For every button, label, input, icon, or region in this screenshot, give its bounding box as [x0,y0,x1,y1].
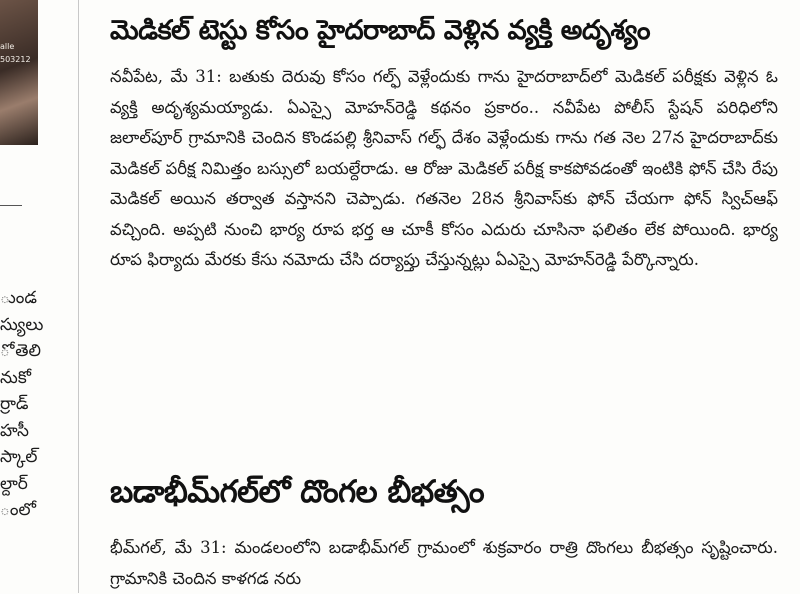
article-body [110,533,778,594]
article-paragraph: భీమ్‌గల్, మే 31: మండలంలోని బడాభీమ్‌గల్ గ్రామంలో శుక్రవారం రాత్రి దొంగలు బీభత్సం సృష్టించారు. గ్రామానికి చెందిన కాళగడ నరు [110,538,778,588]
fragment-line: నుకో [0,367,31,388]
fragment-line: స్యులు [0,314,44,335]
article-headline: మెడికల్ టెస్టు కోసం హైదరాబాద్ వెళ్లిన వ్యక్తి అదృశ్యం [110,15,651,46]
fragment-line: ర్రాడ్ [0,394,29,414]
fragment-line: ల్దార్ [0,473,28,494]
fragment-line: ంలో [0,500,36,520]
article-body [110,62,778,276]
column-rule [78,0,79,593]
fragment-line: హసీ [0,420,29,441]
fragment-line: ుండ [0,288,37,308]
fragment-line: స్కాల్ [0,447,38,467]
photo-caption: alle 503212 [0,42,31,64]
article-headline: బడాభీమ్‌గల్‌లో దొంగల బీభత్సం [110,474,485,510]
news-photo [0,0,38,145]
column-divider [0,205,22,206]
adjacent-article-fragment [0,285,43,524]
article-paragraph: నవీపేట, మే 31: బతుకు దెరువు కోసం గల్ఫ్ వెళ్లేందుకు గాను హైదరాబాద్‌లో మెడికల్ పరీక్షకు వెళ్లిన ఓ వ్యక్తి అదృశ్యమయ్యాడు. ఏఎస్సై మోహన్‌రెడ్డి కథనం ప్రకారం.. నవీపేట పోలీస్ స్టేషన్ పరిధిలోని జలాల్‌పూర్ గ్రామానికి చెందిన కొండపల్లి శ్రీనివాస్ గల్ఫ్ దేశం వెళ్లేందుకు గాను గత నెల 27న హైదరాబాద్‌కు మెడికల్ పరీక్ష నిమిత్తం బస్సులో బయల్దేరాడు. ఆ రోజు మెడికల్ పరీక్ష కాకపోవడంతో ఇంటికి ఫోన్ చేసి రేపు మెడికల్ అయిన తర్వాత వస్తానని చెప్పాడు. గతనెల 28న శ్రీనివాస్‌కు ఫోన్ చేయగా ఫోన్ స్విచ్‌ఆఫ్ వచ్చింది. అప్పటి నుంచి భార్య రూప భర్త ఆ చూకీ కోసం ఎదురు చూసినా ఫలితం లేక పోయింది. భార్య రూప ఫిర్యాదు మేరకు కేసు నమోదు చేసి దర్యాప్తు చేస్తున్నట్లు ఏఎస్సై మోహన్‌రెడ్డి పేర్కొన్నారు. [110,67,778,269]
fragment-line: ో తెలి [0,341,41,361]
adjacent-column [0,0,70,593]
